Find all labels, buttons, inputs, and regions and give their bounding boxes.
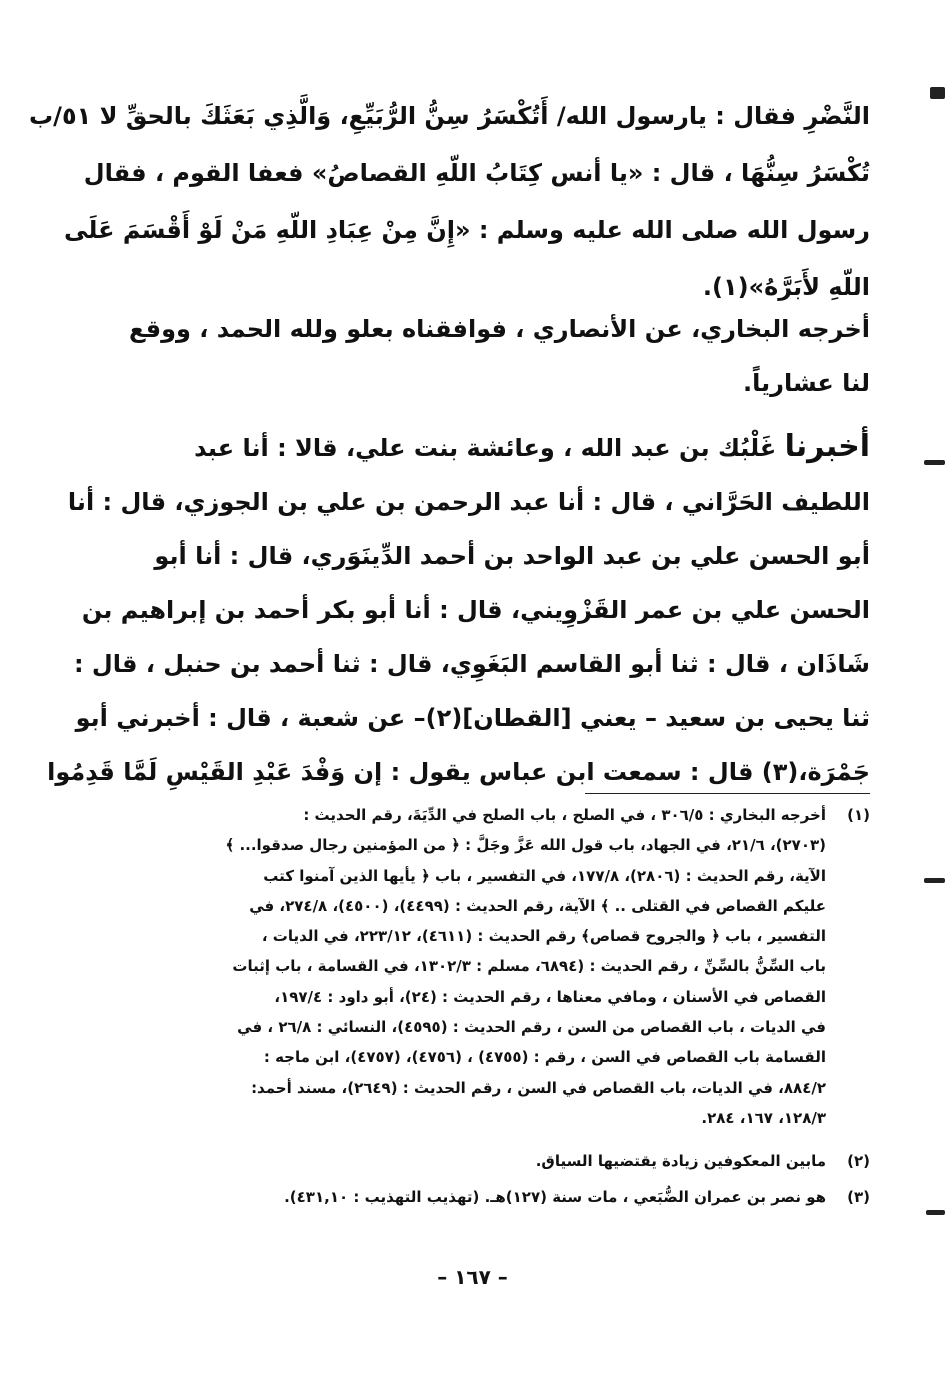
paragraph-isnad-chain bbox=[47, 420, 870, 799]
text-line: اللّهِ لأَبَرَّهُ»(١). bbox=[702, 273, 870, 301]
footnote-line: (٢٧٠٣)، ٢١/٦، في الجهاد، باب قول الله عَزَّ وجَلَّ : ﴿ من المؤمنين رجال صدقوا... ﴾ bbox=[225, 836, 826, 855]
page-number: – ١٦٧ – bbox=[437, 1265, 508, 1289]
text-line: لنا عشارياً. bbox=[743, 369, 870, 397]
footnote-number: (٢) bbox=[847, 1152, 870, 1171]
text-line: أبو الحسن علي بن عبد الواحد بن أحمد الدِّينَوَري، قال : أنا أبو bbox=[154, 542, 870, 570]
footnote-separator bbox=[585, 793, 870, 794]
footnote-line: هو نصر بن عمران الضُّبَعي ، مات سنة (١٢٧)هـ. (تهذيب التهذيب : ٤٣١,١٠). bbox=[284, 1188, 826, 1207]
footnote-line: باب السِّنُّ بالسِّنِّ ، رقم الحديث : (٦٨٩٤، مسلم : ١٣٠٢/٣، في القسامة ، باب إثبات bbox=[232, 957, 826, 976]
footnote-body bbox=[180, 1143, 826, 1179]
footnote-line: التفسير ، باب ﴿ والجروح قصاص﴾ رقم الحديث : (٤٦١١)، ٢٢٣/١٢، في الديات ، bbox=[261, 927, 826, 946]
footnote-line: ٨٨٤/٢، في الديات، باب القصاص في السن ، رقم الحديث : (٢٦٤٩)، مسند أحمد: bbox=[251, 1078, 826, 1097]
text-line bbox=[180, 420, 870, 475]
text-line: شَاذَان ، قال : ثنا أبو القاسم البَغَوِي، قال : ثنا أحمد بن حنبل ، قال : bbox=[73, 650, 870, 678]
text-line: النَّضْرِ فقال : يارسول الله/ أَتُكْسَرُ سِنُّ الرُّبَيِّعِ، وَالَّذِي بَعَثَكَ بالحقِّ لا ٥١/ب bbox=[29, 102, 870, 130]
text-line-rest: غَلْبُك بن عبد الله ، وعائشة بنت علي، قالا : أنا عبد bbox=[194, 434, 785, 462]
text-line: تُكْسَرُ سِنُّهَا ، قال : «يا أنس كِتَابُ اللّهِ القصاصُ» فعفا القوم ، فقال bbox=[83, 159, 870, 187]
paragraph-takhrij-note bbox=[128, 302, 870, 410]
footnote-2 bbox=[180, 1143, 870, 1179]
footnote-number: (١) bbox=[847, 806, 870, 824]
scan-margin-mark bbox=[924, 460, 945, 465]
footnote-line: في الديات ، باب القصاص من السن ، رقم الحديث : (٤٥٩٥)، النسائي : ٢٦/٨ ، في bbox=[237, 1018, 826, 1037]
footnote-1 bbox=[180, 800, 870, 1133]
text-line: اللطيف الحَرَّاني ، قال : أنا عبد الرحمن بن علي بن الجوزي، قال : أنا bbox=[67, 488, 870, 516]
scan-margin-mark bbox=[924, 878, 945, 883]
paragraph-hadith-text bbox=[29, 88, 870, 316]
footnote-line: أخرجه البخاري : ٣٠٦/٥ ، في الصلح ، باب الصلح في الدِّيَةَ، رقم الحديث : bbox=[303, 806, 826, 824]
text-line: ثنا يحيى بن سعيد – يعني [القطان](٢)– عن شعبة ، قال : أخبرني أبو bbox=[75, 704, 870, 732]
footnotes bbox=[180, 800, 870, 1215]
footnote-3 bbox=[180, 1179, 870, 1215]
scan-margin-mark bbox=[926, 1210, 945, 1215]
footnote-number: (٣) bbox=[847, 1188, 870, 1207]
footnote-body bbox=[180, 1179, 826, 1215]
footnote-line: ١٢٨/٣، ١٦٧، ٢٨٤. bbox=[701, 1108, 826, 1127]
footnote-line: مابين المعكوفين زيادة يقتضيها السياق. bbox=[535, 1152, 826, 1171]
footnote-line: الآية، رقم الحديث : (٢٨٠٦)، ١٧٧/٨، في التفسير ، باب ﴿ يأيها الذين آمنوا كتب bbox=[263, 866, 826, 885]
footnote-line: القسامة باب القصاص في السن ، رقم : (٤٧٥٥) ، (٤٧٥٦)، (٤٧٥٧)، ابن ماجه : bbox=[263, 1048, 826, 1067]
footnote-body bbox=[180, 800, 826, 1133]
lead-word-akhbarana: أخبرنا bbox=[784, 429, 870, 464]
footnote-line: عليكم القصاص في القتلى .. ﴾ الآية، رقم الحديث : (٤٤٩٩)، (٤٥٠٠)، ٢٧٤/٨، في bbox=[249, 896, 826, 915]
scan-margin-mark bbox=[930, 87, 945, 99]
text-line: الحسن علي بن عمر القَزْوِيني، قال : أنا أبو بكر أحمد بن إبراهيم بن bbox=[81, 596, 870, 624]
text-line: أخرجه البخاري، عن الأنصاري ، فوافقناه بعلو ولله الحمد ، ووقع bbox=[128, 315, 870, 343]
footnote-line: القصاص في الأسنان ، ومافي معناها ، رقم الحديث : (٢٤)، أبو داود : ١٩٧/٤، bbox=[274, 987, 826, 1006]
text-line: جَمْرَة،(٣) قال : سمعت ابن عباس يقول : إن وَفْدَ عَبْدِ القَيْسِ لَمَّا قَدِمُوا bbox=[47, 758, 870, 786]
text-line: رسول الله صلى الله عليه وسلم : «إِنَّ مِنْ عِبَادِ اللّهِ مَنْ لَوْ أَقْسَمَ عَلَى bbox=[64, 216, 870, 244]
